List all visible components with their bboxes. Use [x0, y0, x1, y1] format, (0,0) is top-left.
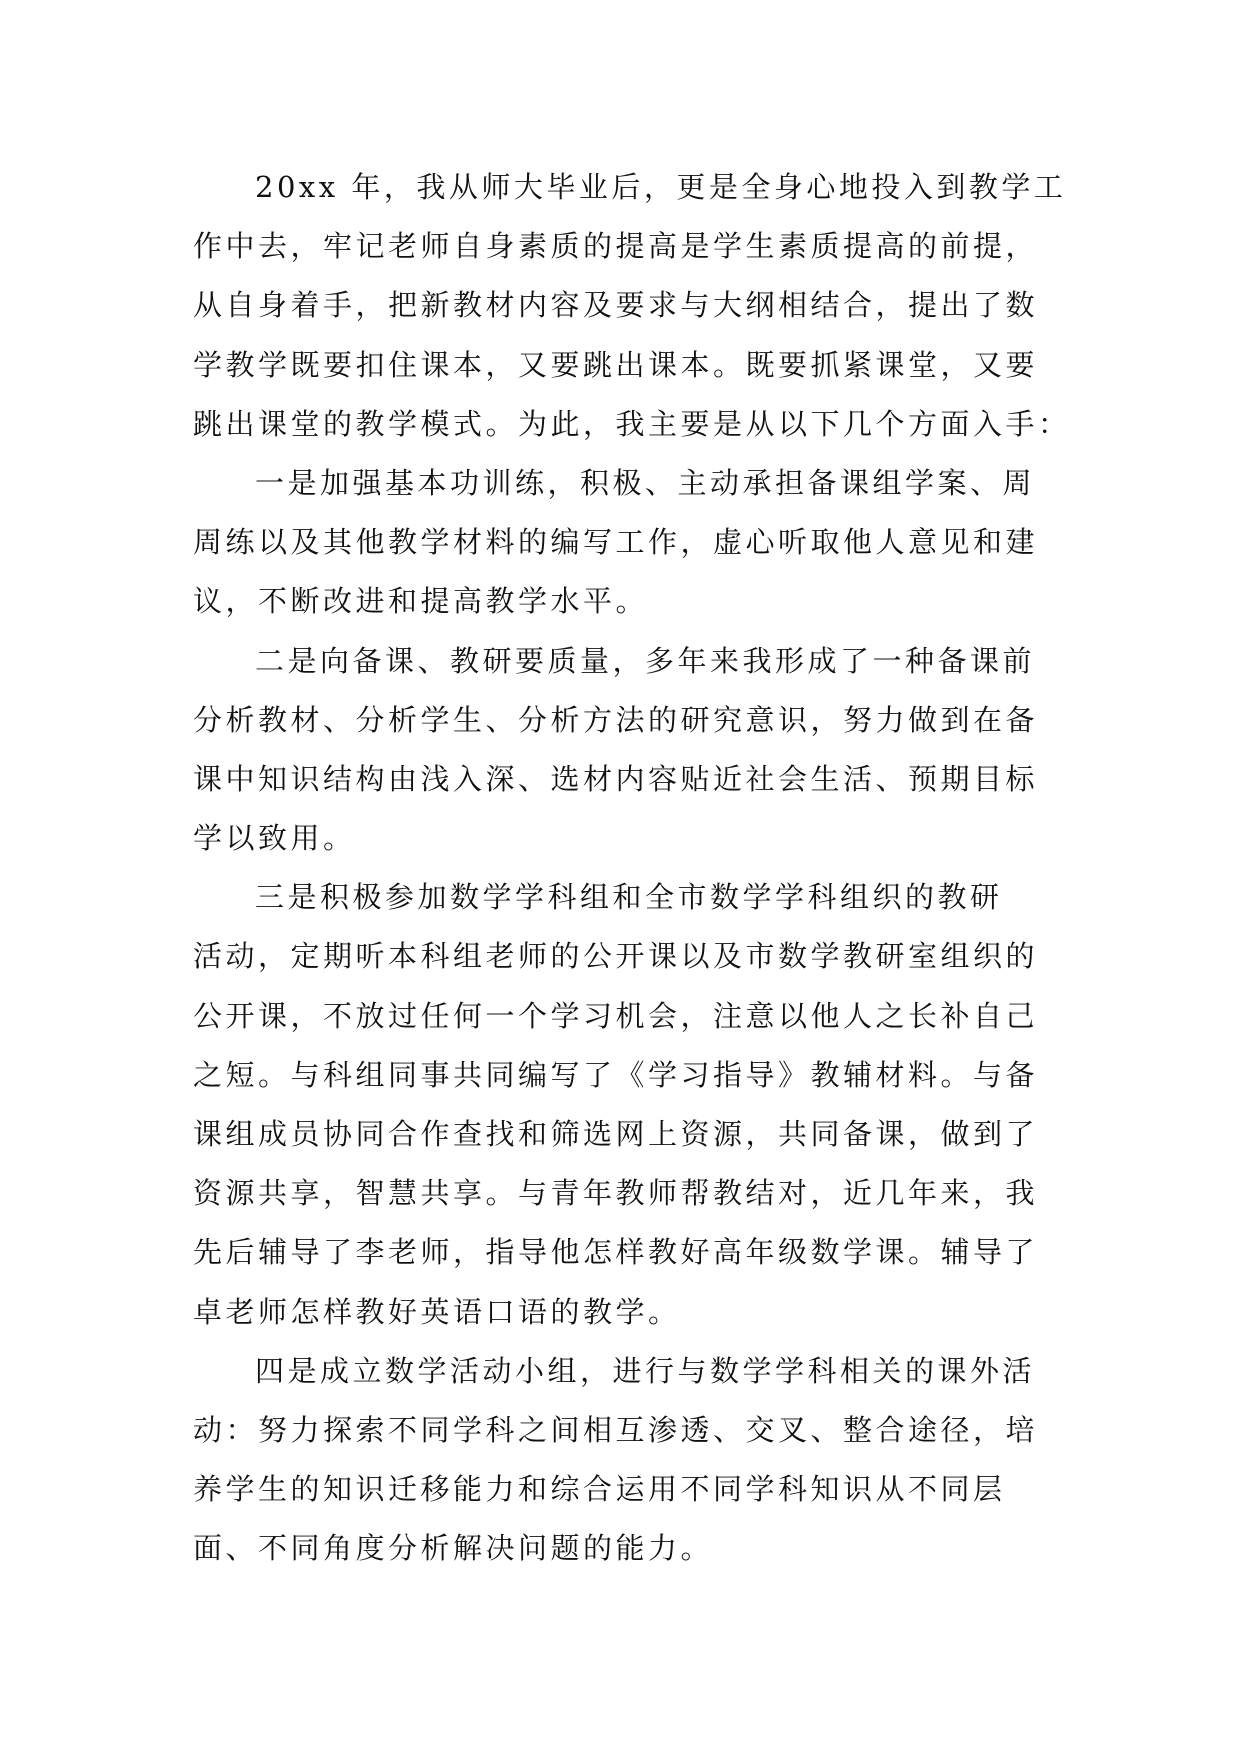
text-line: 课中知识结构由浅入深、选材内容贴近社会生活、预期目标 [193, 761, 1039, 796]
text-line: 之短。与科组同事共同编写了《学习指导》教辅材料。与备 [193, 1057, 1039, 1092]
text-line: 议，不断改进和提高教学水平。 [193, 584, 649, 619]
text-line: 三是积极参加数学学科组和全市数学学科组织的教研 [255, 880, 1003, 915]
text-line: 二是向备课、教研要质量，多年来我形成了一种备课前 [255, 643, 1036, 678]
text-line: 周练以及其他教学材料的编写工作，虚心听取他人意见和建 [193, 525, 1039, 560]
text-line: 作中去，牢记老师自身素质的提高是学生素质提高的前提， [193, 229, 1039, 264]
text-line: 活动，定期听本科组老师的公开课以及市数学教研室组织的 [193, 939, 1039, 974]
paragraph-2 [193, 454, 1055, 632]
paragraph-3 [193, 632, 1055, 869]
text-line: 分析教材、分析学生、分析方法的研究意识，努力做到在备 [193, 702, 1039, 737]
text-line: 先后辅导了李老师，指导他怎样教好高年级数学课。辅导了 [193, 1235, 1039, 1270]
paragraph-5 [193, 1342, 1055, 1579]
text-line: 从自身着手，把新教材内容及要求与大纲相结合，提出了数 [193, 288, 1039, 323]
text-line: 资源共享，智慧共享。与青年教师帮教结对，近几年来，我 [193, 1176, 1039, 1211]
text-line: 学教学既要扣住课本，又要跳出课本。既要抓紧课堂，又要 [193, 347, 1039, 382]
text-line: 面、不同角度分析解决问题的能力。 [193, 1531, 714, 1566]
text-line: 跳出课堂的教学模式。为此，我主要是从以下几个方面入手： [193, 406, 1071, 441]
text-line: 动：努力探索不同学科之间相互渗透、交叉、整合途径，培 [193, 1412, 1039, 1447]
text-line: 卓老师怎样教好英语口语的教学。 [193, 1294, 681, 1329]
text-line: 公开课，不放过任何一个学习机会，注意以他人之长补自己 [193, 998, 1039, 1033]
text-line: 一是加强基本功训练，积极、主动承担备课组学案、周 [255, 465, 1036, 500]
text-line: 课组成员协同合作查找和筛选网上资源，共同备课，做到了 [193, 1117, 1039, 1151]
text-line: 学以致用。 [193, 821, 356, 856]
paragraph-1 [193, 158, 1071, 454]
text-line: 20xx 年，我从师大毕业后，更是全身心地投入到教学工 [255, 170, 1067, 204]
text-line: 四是成立数学活动小组，进行与数学学科相关的课外活 [255, 1353, 1036, 1388]
document-body [193, 158, 1071, 1579]
paragraph-4 [193, 868, 1055, 1342]
text-line: 养学生的知识迁移能力和综合运用不同学科知识从不同层 [193, 1472, 1006, 1507]
